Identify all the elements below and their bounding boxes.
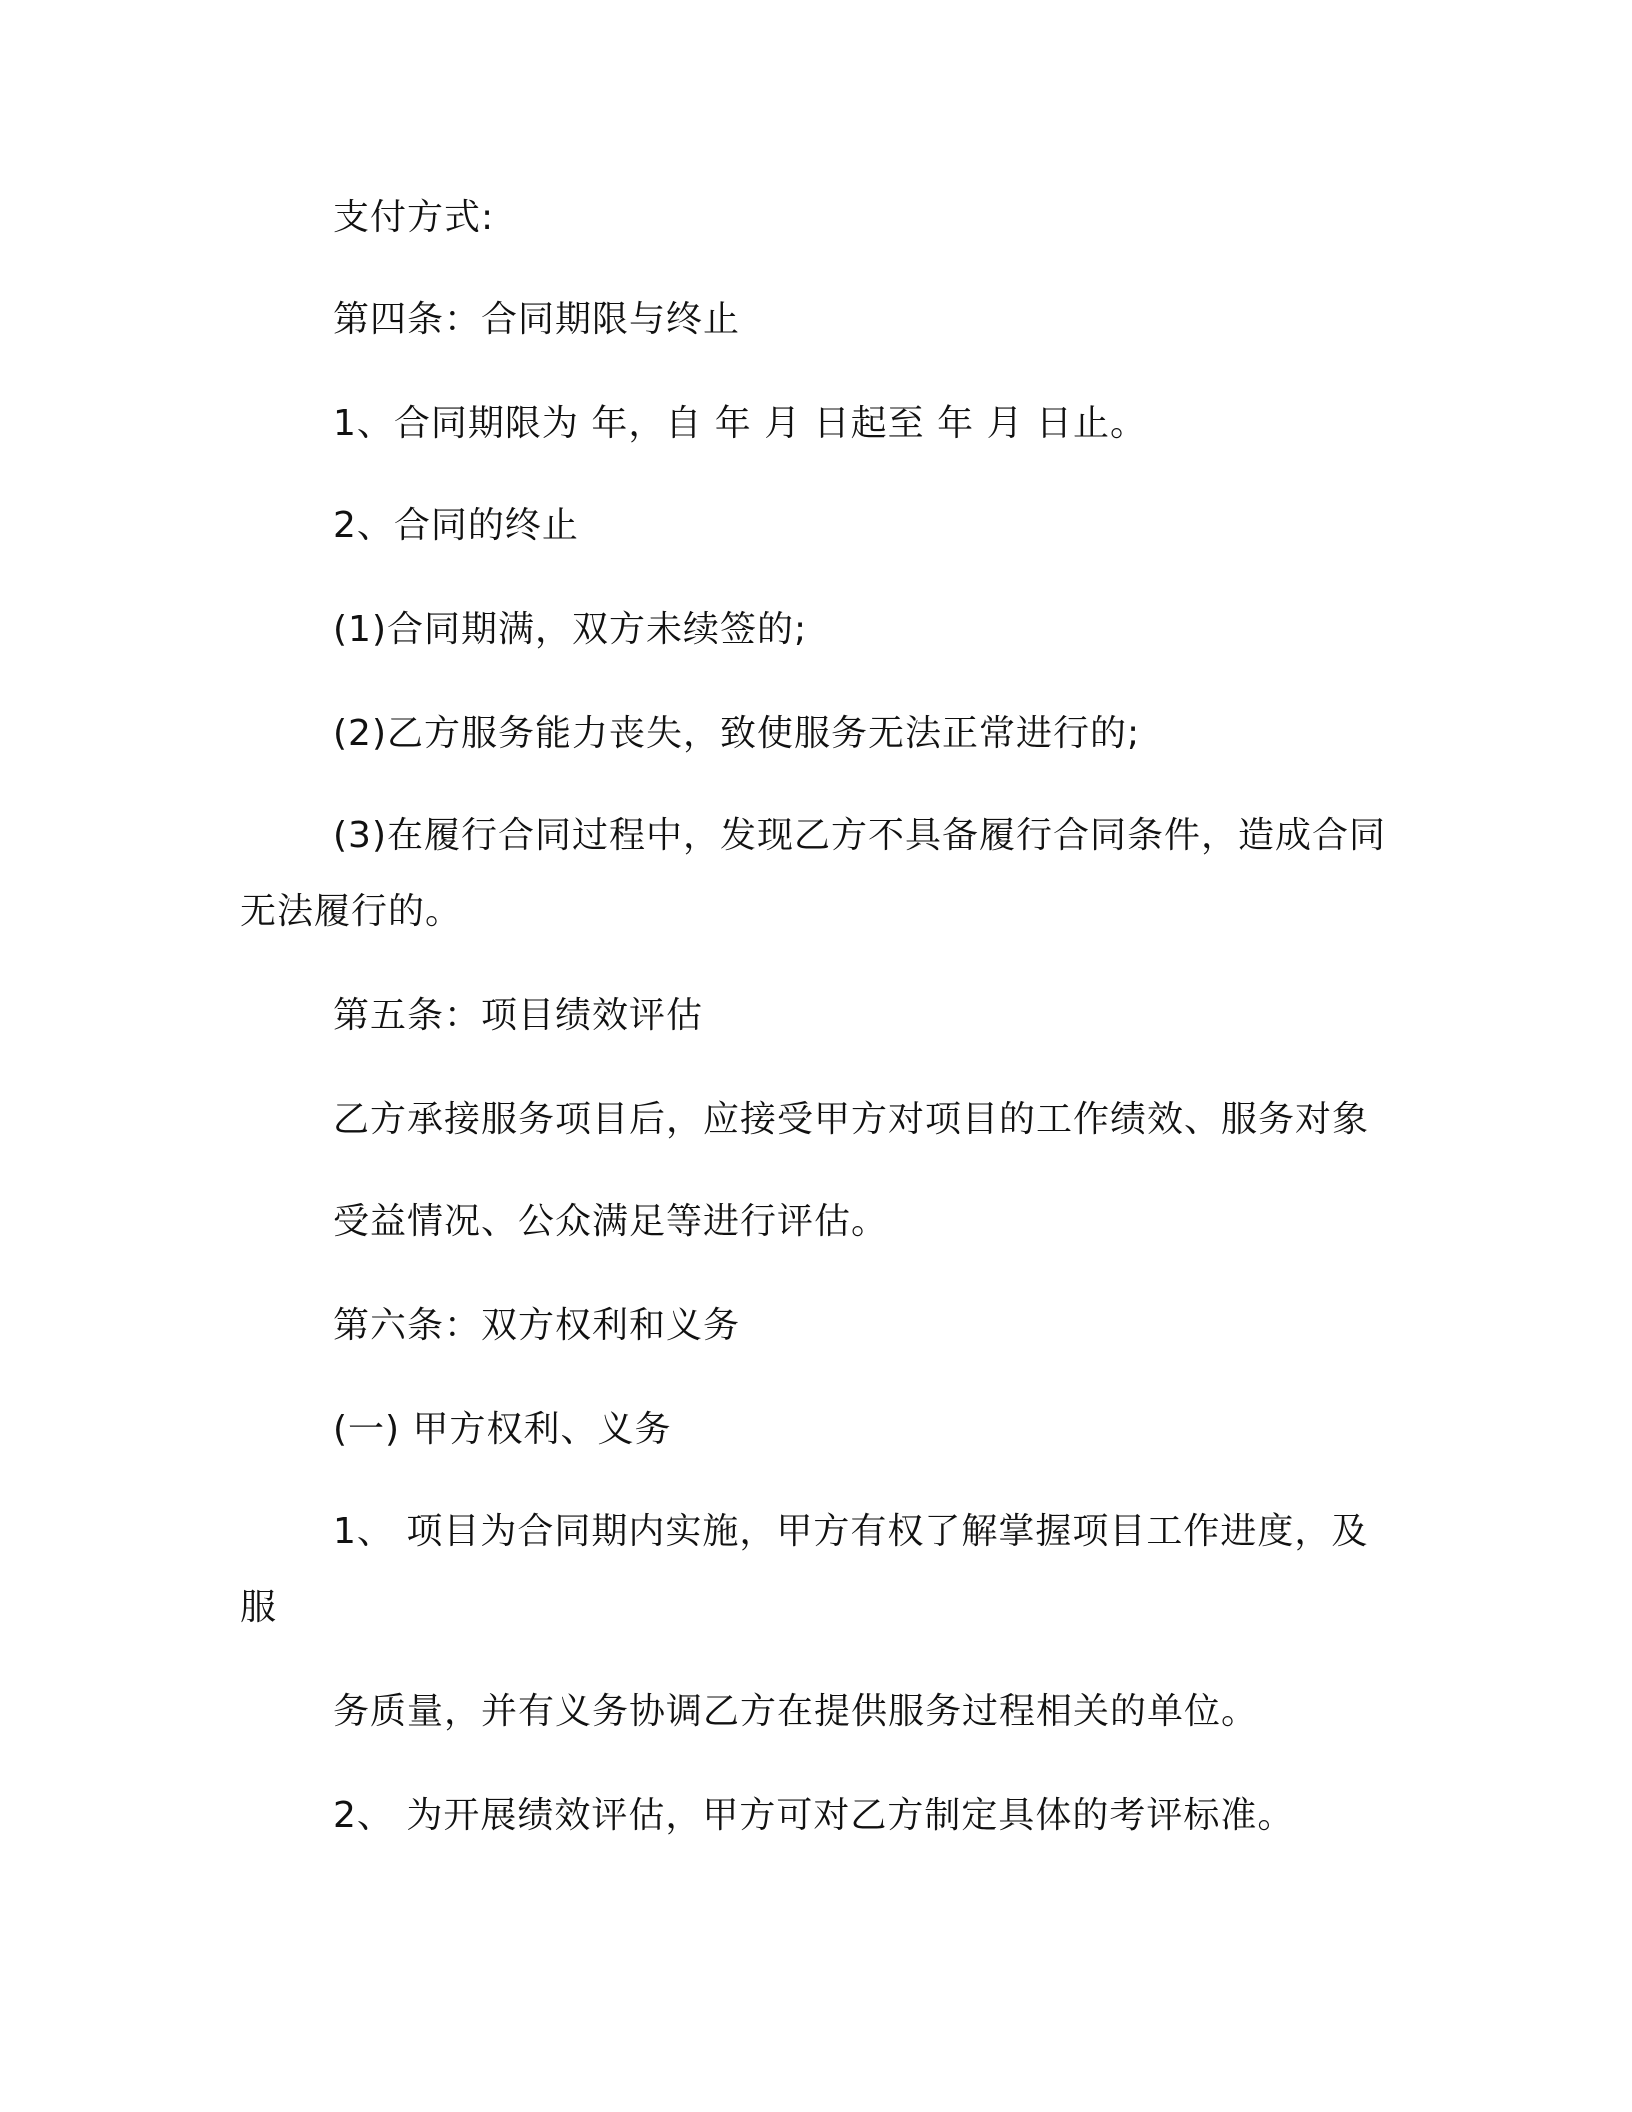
performance-evaluation-text: 乙方承接服务项目后，应接受甲方对项目的工作绩效、服务对象: [333, 1099, 1370, 1140]
party-a-right-1-wrap: 服: [240, 1587, 278, 1628]
party-a-rights-heading: (一) 甲方权利、义务: [333, 1409, 672, 1450]
payment-method-line: 支付方式:: [333, 197, 495, 238]
termination-item-3-continued: 无法履行的。: [240, 891, 463, 932]
contract-termination-line: 2、合同的终止: [333, 505, 579, 546]
performance-evaluation-text-continued: 受益情况、公众满足等进行评估。: [333, 1201, 889, 1242]
party-a-right-1-continued: 务质量，并有义务协调乙方在提供服务过程相关的单位。: [333, 1691, 1259, 1732]
party-a-right-1: 1、 项目为合同期内实施，甲方有权了解掌握项目工作进度，及: [333, 1511, 1369, 1552]
party-a-right-2: 2、 为开展绩效评估，甲方可对乙方制定具体的考评标准。: [333, 1795, 1295, 1836]
termination-item-2: (2)乙方服务能力丧失，致使服务无法正常进行的;: [333, 713, 1141, 754]
termination-item-1: (1)合同期满，双方未续签的;: [333, 609, 808, 650]
article-5-heading: 第五条：项目绩效评估: [333, 995, 704, 1036]
termination-item-3: (3)在履行合同过程中，发现乙方不具备履行合同条件，造成合同: [333, 815, 1386, 856]
article-6-heading: 第六条：双方权利和义务: [333, 1305, 741, 1346]
contract-term-line: 1、合同期限为 年，自 年 月 日起至 年 月 日止。: [333, 403, 1148, 444]
article-4-heading: 第四条：合同期限与终止: [333, 299, 741, 340]
